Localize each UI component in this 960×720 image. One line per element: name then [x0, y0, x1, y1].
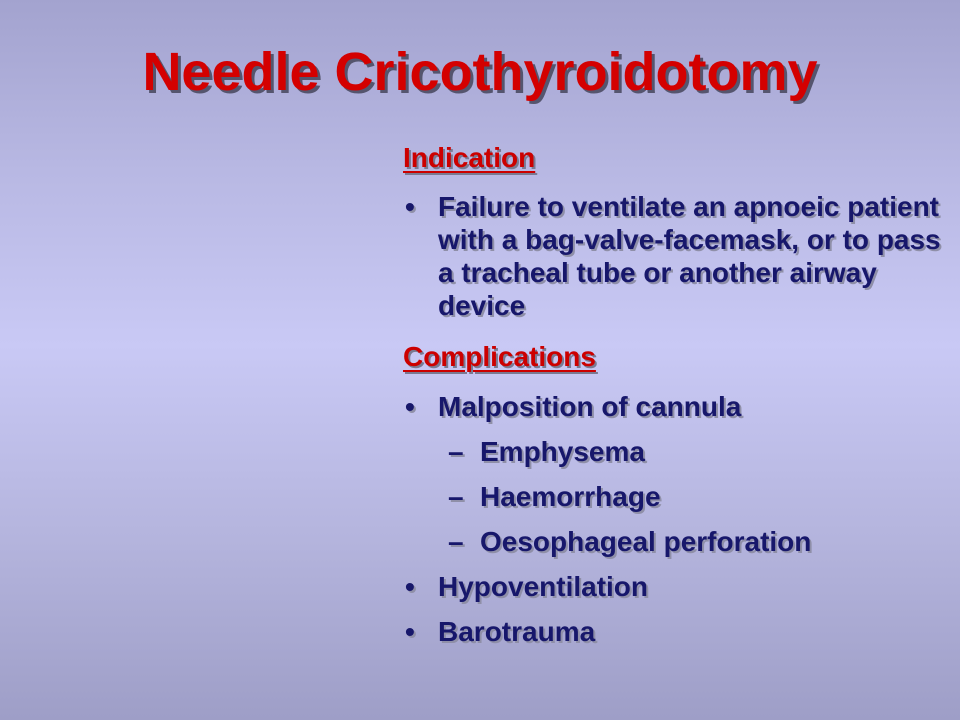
indication-list [403, 190, 948, 322]
complication-item-text: Malposition of cannula [438, 391, 742, 422]
indication-item [403, 190, 948, 322]
complication-subitem [403, 435, 948, 468]
complication-subitem-text: Emphysema [480, 436, 645, 467]
complication-item [403, 390, 948, 558]
bullet-icon: • [405, 616, 415, 647]
bullet-icon: • [405, 391, 415, 422]
complication-item [403, 570, 948, 603]
bullet-icon: • [405, 571, 415, 602]
complication-subitem-text: Oesophageal perforation [480, 526, 812, 557]
complication-sublist [403, 435, 948, 558]
dash-icon: – [448, 436, 464, 467]
indication-item-text: Failure to ventilate an apnoeic patient with a bag-valve-facemask, or to pass a tracheal tube or another airway device [438, 191, 941, 321]
complication-subitem [403, 525, 948, 558]
dash-icon: – [448, 526, 464, 557]
complication-item [403, 615, 948, 648]
bullet-icon: • [405, 191, 415, 222]
complication-item-text: Hypoventilation [438, 571, 649, 602]
slide-title: Needle Cricothyroidotomy [142, 42, 818, 102]
complication-subitem-text: Haemorrhage [480, 481, 661, 512]
complications-heading: Complications [403, 341, 596, 372]
complications-list [403, 390, 948, 648]
complication-subitem [403, 480, 948, 513]
slide-content [403, 140, 948, 648]
complication-item-text: Barotrauma [438, 616, 596, 647]
indication-heading: Indication [403, 142, 536, 173]
dash-icon: – [448, 481, 464, 512]
